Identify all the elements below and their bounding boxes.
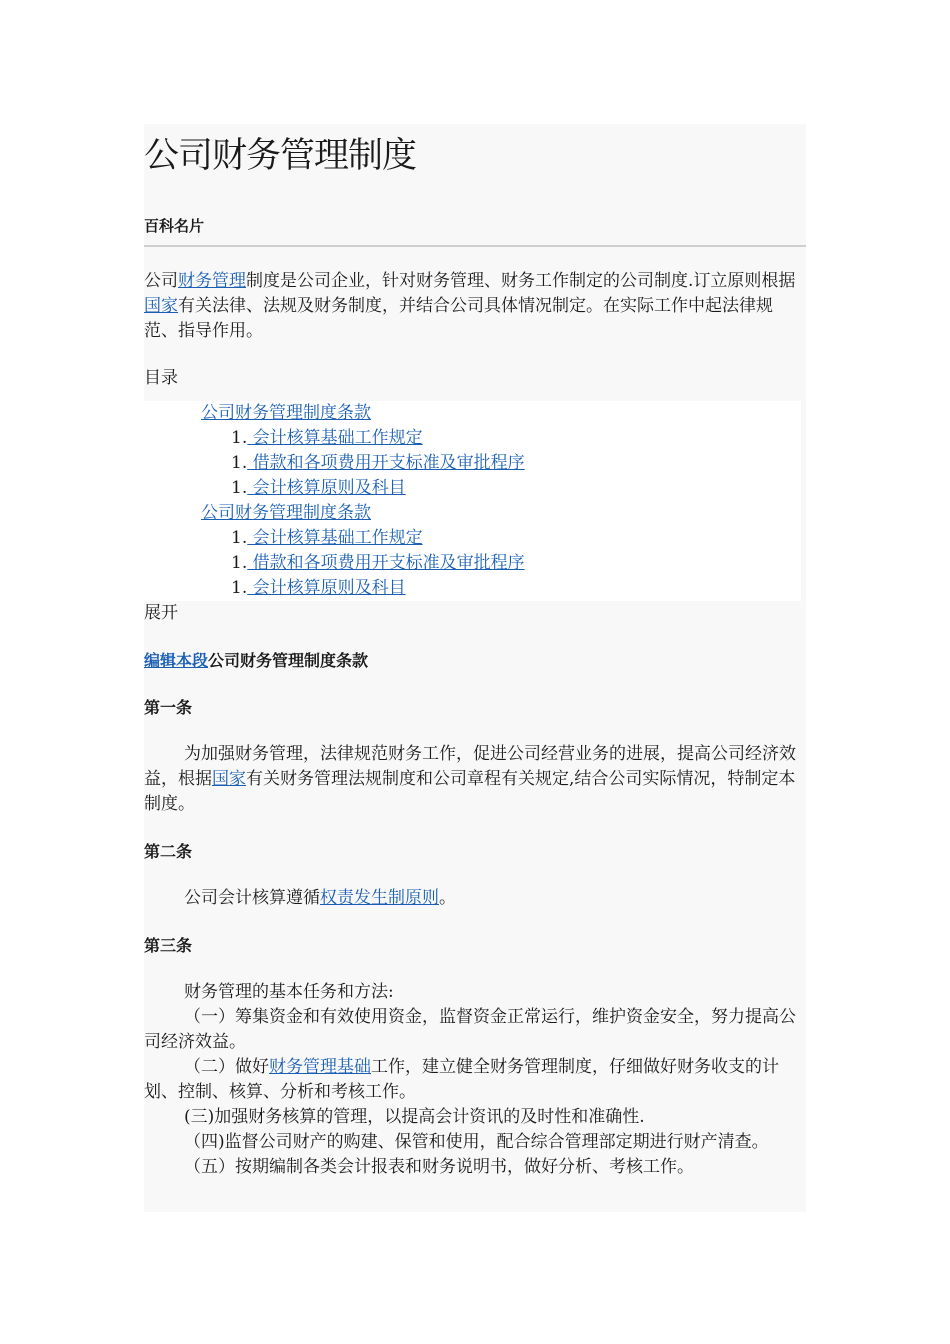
table-of-contents [144,401,801,601]
section-heading-text: 公司财务管理制度条款 [208,651,369,670]
article-1-text [144,742,806,817]
toc-item [201,526,801,551]
article-3-heading: 第三条 [144,936,193,955]
article-3-line-4: （四)监督公司财产的购建、保管和使用，配合综合管理部定期进行财产清查。 [184,1132,769,1152]
toc-section [201,501,801,526]
article-content [144,124,806,1180]
toc-item-link[interactable]: 借款和各项费用开支标准及审批程序 [247,453,525,473]
article-2-text-1: 公司会计核算遵循 [184,888,320,908]
article-3-text [144,980,806,1180]
article-1-text-1: 为加强财务管理，法律规范财务工作，促进公司经营业务的进展，提高公司经济效益，根据 [144,744,796,789]
link-country-2[interactable]: 国家 [212,769,246,789]
article-3-line-2a: （二）做好 [184,1057,269,1077]
link-country[interactable]: 国家 [144,296,178,316]
toc-item-link[interactable]: 会计核算原则及科目 [247,478,406,498]
article-2-text [144,886,806,911]
toc-item [201,426,801,451]
toc-expand-toggle[interactable]: 展开 [144,603,178,623]
article-3-line-2b: 工作，建立健全财务管理制度，仔细做好财务收支的计划、控制、核算、分析和考核工作。 [144,1057,779,1102]
toc-item-link[interactable]: 会计核算基础工作规定 [247,528,423,548]
toc-item-number: 1. [231,553,248,573]
toc-item-number: 1. [231,428,248,448]
toc-item [201,451,801,476]
intro-text-3: 有关法律、法规及财务制度，并结合公司具体情况制定。在实际工作中起法律规范、指导作用。 [144,296,773,341]
toc-item [201,576,801,601]
article-1-heading: 第一条 [144,698,193,717]
toc-item-link[interactable]: 会计核算基础工作规定 [247,428,423,448]
article-1-text-2: 有关财务管理法规制度和公司章程有关规定,结合公司实际情况，特制定本制度。 [144,769,796,814]
toc-title: 目录 [144,368,178,388]
toc-item [201,476,801,501]
toc-section [201,401,801,426]
toc-item [201,551,801,576]
intro-text-2: 制度是公司企业，针对财务管理、财务工作制定的公司制度.订立原则根据 [246,271,796,291]
toc-item-number: 1. [231,528,248,548]
article-3-line-0: 财务管理的基本任务和方法: [184,982,394,1002]
article-2-text-2: 。 [439,888,456,908]
link-accrual-principle[interactable]: 权责发生制原则 [320,888,439,908]
article-3-line-1: （一）筹集资金和有效使用资金，监督资金正常运行，维护资金安全，努力提高公司经济效益。 [144,1007,796,1052]
toc-item-link[interactable]: 会计核算原则及科目 [247,578,406,598]
article-3-line-2 [144,1055,806,1105]
toc-item-link[interactable]: 借款和各项费用开支标准及审批程序 [247,553,525,573]
intro-text-1: 公司 [144,271,178,291]
section-heading [144,648,806,673]
toc-item-number: 1. [231,453,248,473]
intro-paragraph [144,269,806,344]
edit-section-link[interactable]: 编辑本段 [144,651,209,670]
toc-item-number: 1. [231,578,248,598]
link-financial-management[interactable]: 财务管理 [178,271,246,291]
toc-section-link[interactable]: 公司财务管理制度条款 [201,403,371,423]
page-title: 公司财务管理制度 [144,136,417,176]
article-2-heading: 第二条 [144,842,193,861]
toc-section-link[interactable]: 公司财务管理制度条款 [201,503,371,523]
toc-item-number: 1. [231,478,248,498]
card-label: 百科名片 [144,214,806,247]
link-financial-basis[interactable]: 财务管理基础 [269,1057,371,1077]
article-3-line-3: (三)加强财务核算的管理，以提高会计资讯的及时性和准确性. [184,1107,645,1127]
article-3-line-5: （五）按期编制各类会计报表和财务说明书，做好分析、考核工作。 [184,1157,694,1177]
